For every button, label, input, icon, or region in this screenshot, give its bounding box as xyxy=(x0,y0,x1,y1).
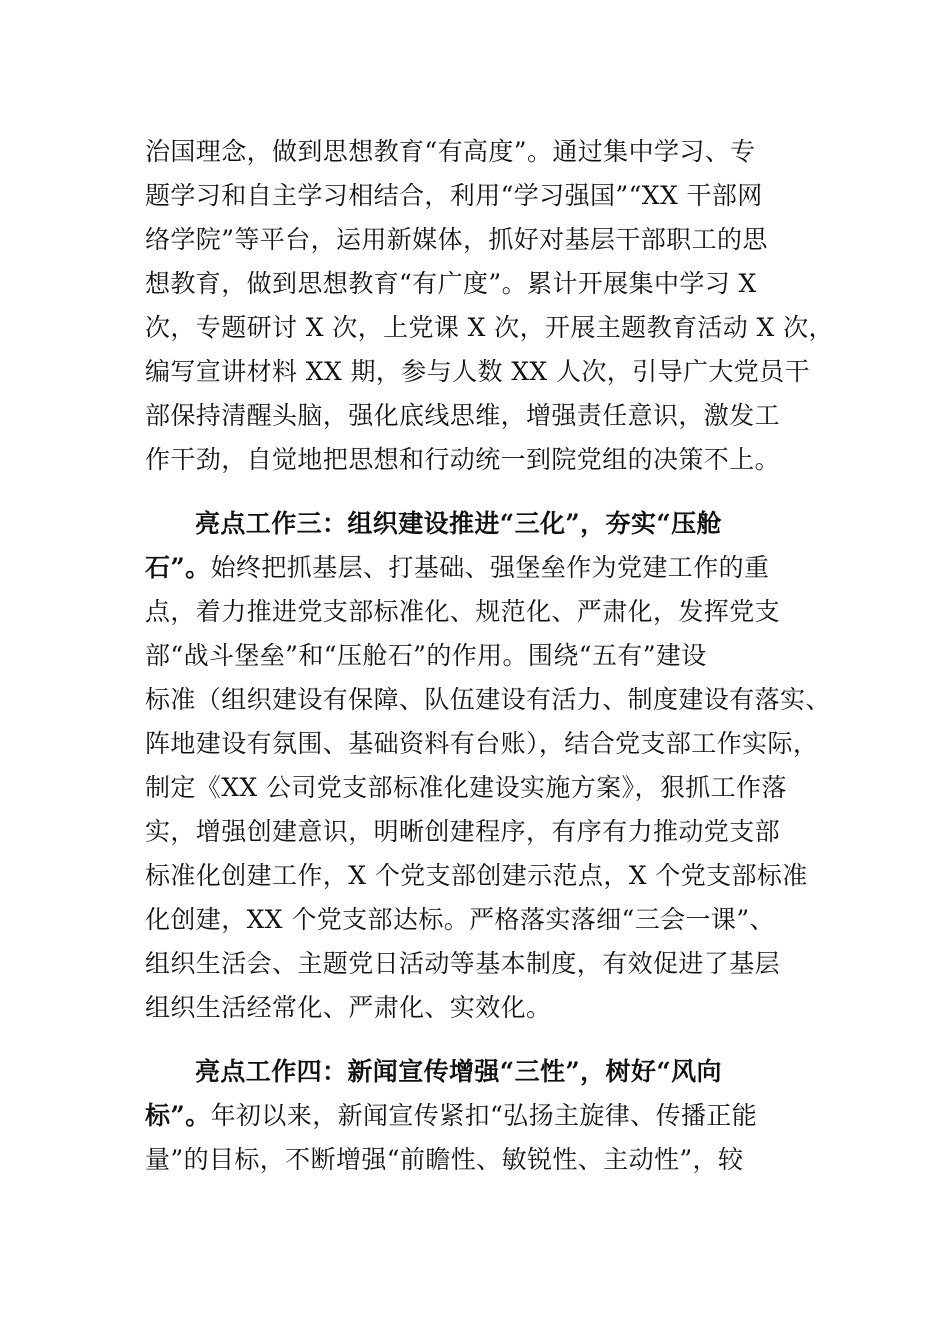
paragraph-3-heading: 亮点工作四：新闻宣传增强“三性”，树好“风向 xyxy=(195,1057,722,1086)
paragraph-2-line: 组织生活会、主题党日活动等基本制度，有效促进了基层 xyxy=(145,949,781,978)
paragraph-3-heading-end: 标”。 xyxy=(145,1101,211,1130)
paragraph-2-line: 阵地建设有氛围、基础资料有台账），结合党支部工作实际， xyxy=(145,729,819,758)
paragraph-2-line-text: 始终把抓基层、打基础、强堡垒作为党建工作的重 xyxy=(210,553,770,582)
paragraph-2-line: 部“战斗堡垒”和“压舱石”的作用。围绕“五有”建设 xyxy=(145,641,707,670)
paragraph-2-line: 点，着力推进党支部标准化、规范化、严肃化，发挥党支 xyxy=(145,597,781,626)
paragraph-3-line-text: 年初以来，新闻宣传紧扣“弘扬主旋律、传播正能 xyxy=(210,1101,758,1130)
paragraph-2-heading: 亮点工作三：组织建设推进“三化”，夯实“压舱 xyxy=(195,509,722,538)
paragraph-1-line: 络学院”等平台，运用新媒体，抓好对基层干部职工的思 xyxy=(145,225,768,254)
paragraph-2-line: 化创建，XX 个党支部达标。严格落实落细“三会一课”、 xyxy=(145,905,775,934)
paragraph-2-line: 标准化创建工作，X 个党支部创建示范点，X 个党支部标准 xyxy=(145,861,808,890)
paragraph-2-heading-end: 石”。 xyxy=(145,553,211,582)
paragraph-2-line xyxy=(145,551,769,585)
paragraph-3-line: 量”的目标，不断增强“前瞻性、敏锐性、主动性”，较 xyxy=(145,1145,744,1174)
paragraph-1-line: 部保持清醒头脑，强化底线思维，增强责任意识，激发工 xyxy=(145,401,781,430)
paragraph-2-line: 标准（组织建设有保障、队伍建设有活力、制度建设有落实、 xyxy=(145,685,831,714)
paragraph-1-line: 题学习和自主学习相结合，利用“学习强国”“XX 干部网 xyxy=(145,181,763,210)
paragraph-1-line: 治国理念，做到思想教育“有高度”。通过集中学习、专 xyxy=(145,137,756,166)
paragraph-2-line: 实，增强创建意识，明晰创建程序，有序有力推动党支部 xyxy=(145,817,781,846)
paragraph-1-line: 次，专题研讨 X 次，上党课 X 次，开展主题教育活动 X 次， xyxy=(145,313,834,342)
paragraph-3-line xyxy=(145,1099,757,1133)
paragraph-1-line: 想教育，做到思想教育“有广度”。累计开展集中学习 X xyxy=(145,269,757,298)
paragraph-2-line: 制定《XX 公司党支部标准化建设实施方案》，狠抓工作落 xyxy=(145,773,787,802)
paragraph-1-line: 编写宣讲材料 XX 期，参与人数 XX 人次，引导广大党员干 xyxy=(145,357,810,386)
paragraph-2-line: 组织生活经常化、严肃化、实效化。 xyxy=(145,993,552,1022)
paragraph-1-line: 作干劲，自觉地把思想和行动统一到院党组的决策不上。 xyxy=(145,445,781,474)
